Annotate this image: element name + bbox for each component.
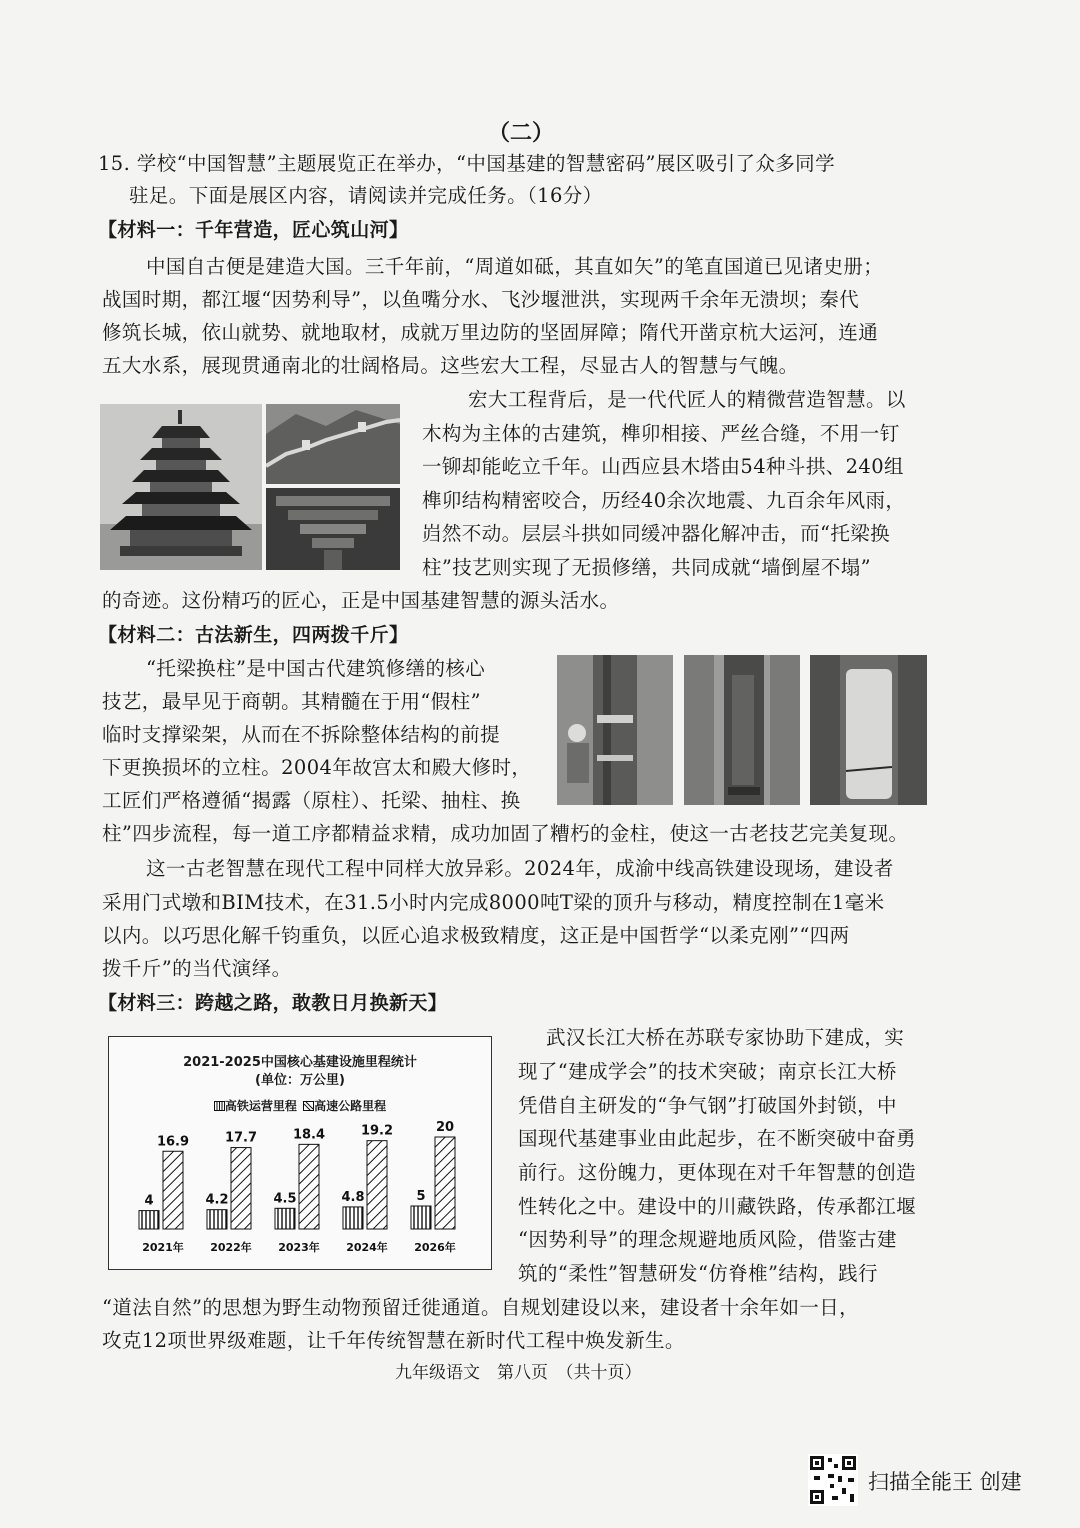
material3-p1-line: 攻克12项世界级难题，让千年传统智慧在新时代工程中焕发新生。	[102, 1329, 685, 1352]
chart-subtitle: (单位：万公里)	[255, 1073, 345, 1088]
material1-p2-line: 柱”技艺则实现了无损修缮，共同成就“墙倒屋不塌”	[422, 556, 872, 579]
column-repair-photo-1	[557, 655, 673, 805]
material2-p2-line: 拨千斤”的当代演绎。	[102, 957, 292, 980]
question-line-1: 15. 学校“中国智慧”主题展览正在举办，“中国基建的智慧密码”展区吸引了众多同学	[98, 152, 835, 175]
material3-p1-line: 性转化之中。建设中的川藏铁路，传承都江堰	[518, 1195, 917, 1218]
material3-p1-line: “因势利导”的理念规避地质风险，借鉴古建	[518, 1228, 897, 1251]
great-wall-photo	[266, 404, 400, 484]
material1-p1-line: 战国时期，都江堰“因势利导”，以鱼嘴分水、飞沙堰泄洪，实现两千余年无溃坝；秦代	[102, 288, 860, 311]
dougong-bracket-photo	[266, 488, 400, 570]
material3-p1-line: 前行。这份魄力，更体现在对千年智慧的创造	[518, 1161, 917, 1184]
x-tick-label: 2023年	[278, 1241, 320, 1254]
highway-data-label: 16.9	[156, 1134, 190, 1150]
material1-p2-line: 一铆却能屹立千年。山西应县木塔由54种斗拱、240组	[422, 455, 904, 478]
x-tick-label: 2024年	[346, 1241, 388, 1254]
mileage-chart	[108, 1036, 492, 1270]
material1-p2-line: 榫卯结构精密咬合，历经40余次地震、九百余年风雨，	[422, 489, 906, 512]
hsr-data-label: 4.5	[273, 1191, 297, 1207]
material1-p2-line: 宏大工程背后，是一代代匠人的精微营造智慧。以	[468, 388, 906, 411]
x-tick-label: 2022年	[210, 1241, 252, 1254]
hsr-bar	[343, 1207, 363, 1229]
legend-label-hsr: 高铁运营里程	[224, 1099, 297, 1113]
hsr-data-label: 4.2	[205, 1192, 229, 1208]
material2-p1-line: “托梁换柱”是中国古代建筑修缮的核心	[146, 657, 486, 680]
highway-bar	[435, 1137, 455, 1229]
highway-bar	[367, 1141, 387, 1229]
chart-plot	[109, 1037, 491, 1269]
highway-bar	[231, 1148, 251, 1229]
material1-p1-line: 五大水系，展现贯通南北的壮阔格局。这些宏大工程，尽显古人的智慧与气魄。	[102, 354, 799, 377]
material1-p2-line: 的奇迹。这份精巧的匠心，正是中国基建智慧的源头活水。	[102, 589, 620, 612]
material1-p1-line: 中国自古便是建造大国。三千年前，“周道如砥，其直如矢”的笔直国道已见诸史册；	[146, 255, 884, 278]
page-number-footer: 九年级语文 第八页 （共十页）	[395, 1363, 642, 1383]
highway-bar	[163, 1151, 183, 1229]
hsr-bar	[207, 1210, 227, 1229]
material1-p1-line: 修筑长城，依山就势、就地取材，成就万里边防的坚固屏障；隋代开凿京杭大运河，连通	[102, 321, 879, 344]
material3-p1-line: “道法自然”的思想为野生动物预留迁徙通道。自规划建设以来，建设者十余年如一日，	[102, 1296, 860, 1319]
wooden-pagoda-photo	[100, 404, 262, 570]
chart-title: 2021-2025中国核心基建设施里程统计	[183, 1055, 417, 1070]
material2-p1-line: 临时支撑梁架，从而在不拆除整体结构的前提	[102, 723, 501, 746]
material2-p1-line: 下更换损坏的立柱。2004年故宫太和殿大修时，	[102, 756, 532, 779]
question-line-2: 驻足。下面是展区内容，请阅读并完成任务。（16分）	[129, 184, 603, 207]
scanner-watermark: 扫描全能王 创建	[868, 1470, 1022, 1494]
material2-p1-line: 工匠们严格遵循“揭露（原柱）、托梁、抽柱、换	[102, 789, 521, 812]
material3-heading: 【材料三：跨越之路，敢教日月换新天】	[98, 992, 448, 1014]
material1-p2-line: 岿然不动。层层斗拱如同缓冲器化解冲击，而“托梁换	[422, 522, 891, 545]
material2-p2-line: 以内。以巧思化解千钧重负，以匠心追求极致精度，这正是中国哲学“以柔克刚”“四两	[102, 924, 850, 947]
x-tick-label: 2026年	[414, 1241, 456, 1254]
hsr-bar	[411, 1206, 431, 1229]
hsr-bar	[139, 1211, 159, 1229]
material3-p1-line: 凭借自主研发的“争气钢”打破国外封锁，中	[518, 1094, 897, 1117]
highway-data-label: 19.2	[360, 1123, 394, 1139]
hsr-data-label: 4.8	[341, 1189, 365, 1205]
material3-p1-line: 筑的“柔性”智慧研发“仿脊椎”结构，践行	[518, 1262, 878, 1285]
column-repair-photo-2	[684, 655, 800, 805]
qr-code-icon	[808, 1454, 858, 1506]
highway-bar	[299, 1144, 319, 1229]
material1-heading: 【材料一：千年营造，匠心筑山河】	[98, 219, 409, 241]
hsr-data-label: 5	[416, 1189, 426, 1204]
hsr-data-label: 4	[144, 1193, 154, 1209]
material1-p2-line: 木构为主体的古建筑，榫卯相接、严丝合缝，不用一钉	[422, 422, 900, 445]
highway-data-label: 17.7	[224, 1130, 258, 1146]
legend-label-highway: 高速公路里程	[314, 1099, 387, 1113]
highway-data-label: 20	[435, 1120, 455, 1135]
column-repair-photo-3	[810, 655, 927, 805]
section-title: （二）	[488, 121, 555, 146]
material2-heading: 【材料二：古法新生，四两拨千斤】	[98, 624, 409, 646]
material3-p1-line: 现了“建成学会”的技术突破；南京长江大桥	[518, 1060, 897, 1083]
highway-data-label: 18.4	[292, 1127, 326, 1143]
material2-p2-line: 采用门式墩和BIM技术，在31.5小时内完成8000吨T梁的顶升与移动，精度控制在1毫米	[102, 891, 885, 914]
hsr-bar	[275, 1208, 295, 1229]
x-tick-label: 2021年	[142, 1241, 184, 1254]
material2-p1-line: 技艺，最早见于商朝。其精髓在于用“假柱”	[102, 690, 481, 713]
material2-p2-line: 这一古老智慧在现代工程中同样大放异彩。2024年，成渝中线高铁建设现场，建设者	[146, 857, 894, 880]
material3-p1-line: 武汉长江大桥在苏联专家协助下建成，实	[546, 1026, 905, 1049]
material2-p1-line: 柱”四步流程，每一道工序都精益求精，成功加固了糟朽的金柱，使这一古老技艺完美复现。	[102, 822, 909, 845]
material3-p1-line: 国现代基建事业由此起步，在不断突破中奋勇	[518, 1127, 917, 1150]
